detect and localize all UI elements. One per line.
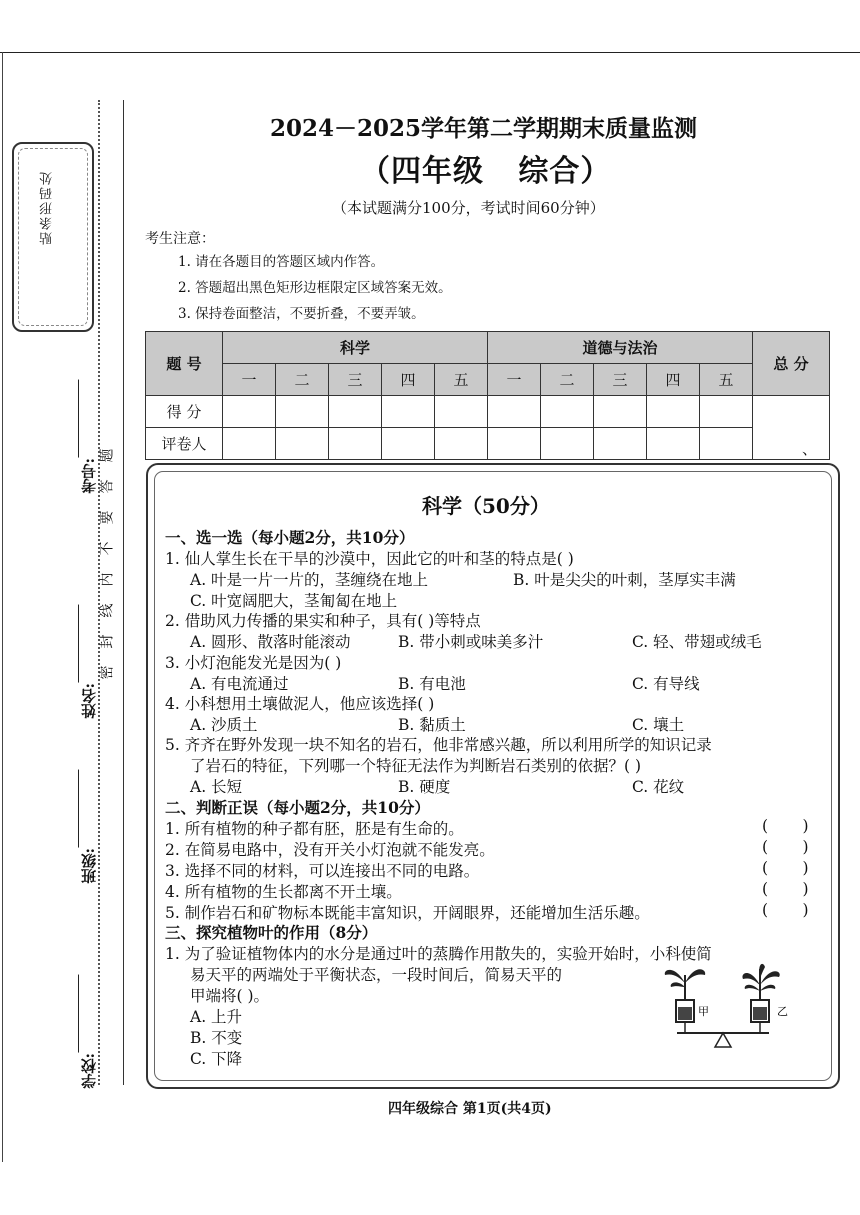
q3-option-a: A. 有电流通过 (190, 675, 289, 693)
notice-item: 3. 保持卷面整洁，不要折叠，不要弄皱。 (178, 306, 425, 322)
judgement-1: 1. 所有植物的种子都有胚，胚是有生命的。 (165, 820, 464, 838)
grader-row-label: 评卷人 (146, 428, 223, 460)
q4-option-b: B. 黏质土 (398, 716, 466, 734)
seal-char: 不 (99, 541, 116, 556)
experiment-question-1-cont2: 甲端将( )。 (190, 987, 270, 1005)
seal-char: 密 (99, 665, 116, 680)
q3-option-c: C. 有导线 (632, 675, 700, 693)
q2-option-b: B. 带小刺或味美多汁 (398, 633, 544, 651)
q5-option-a: A. 长短 (190, 778, 243, 796)
exam-title: 2024－2025学年第二学期期末质量监测 (270, 115, 698, 142)
total-header: 总 分 (753, 332, 830, 396)
judgement-2: 2. 在简易电路中，没有开关小灯泡就不能发亮。 (165, 841, 495, 859)
exam-subtitle: （四年级 综合） (360, 154, 612, 189)
q4-option-a: A. 沙质土 (190, 716, 258, 734)
science-header: 科学 (223, 332, 488, 364)
question-4: 4. 小科想用土壤做泥人，他应该选择( ) (165, 695, 435, 713)
binding-dotted-line (98, 100, 100, 1085)
left-border (2, 52, 3, 1162)
experiment-question-1: 1. 为了验证植物体内的水分是通过叶的蒸腾作用散失的，实验开始时，小科使简 (165, 945, 712, 963)
answer-paren[interactable]: ( ) (762, 901, 809, 919)
judgement-3: 3. 选择不同的材料，可以连接出不同的电路。 (165, 862, 480, 880)
seal-char: 答 (99, 479, 116, 494)
figure-label-jia: 甲 (698, 1006, 709, 1018)
question-2: 2. 借助风力传播的果实和种子，具有( )等特点 (165, 612, 481, 630)
class-field: 班级: (78, 770, 99, 884)
judgement-5: 5. 制作岩石和矿物标本既能丰富知识，开阔眼界，还能增加生活乐趣。 (165, 904, 650, 922)
score-row-label: 得 分 (146, 396, 223, 428)
barcode-label: 贴条形码处 (40, 170, 55, 245)
q5-option-b: B. 硬度 (398, 778, 451, 796)
q3-option-b: B. 有电池 (398, 675, 466, 693)
figure-label-yi: 乙 (777, 1006, 788, 1018)
top-border (0, 52, 860, 53)
seal-char: 封 (99, 634, 116, 649)
total-cell: 、 (753, 396, 830, 460)
answer-paren[interactable]: ( ) (762, 880, 809, 898)
notice-heading: 考生注意： (145, 231, 215, 247)
e1-option-a: A. 上升 (190, 1008, 243, 1026)
seal-char: 题 (99, 448, 116, 463)
q1-option-b: B. 叶是尖尖的叶刺，茎厚实丰满 (513, 571, 736, 589)
e1-option-b: B. 不变 (190, 1029, 243, 1047)
question-3: 3. 小灯泡能发光是因为( ) (165, 654, 342, 672)
score-table: 题 号 科学 道德与法治 总 分 一 二 三 四 五 一 二 三 四 五 得 分 、 评卷人 (145, 331, 830, 460)
question-5-continued: 了岩石的特征，下列哪一个特征无法作为判断岩石类别的依据？( ) (190, 757, 642, 775)
section-3-heading: 三、探究植物叶的作用（8分） (165, 923, 378, 942)
binding-solid-line (123, 100, 124, 1085)
e1-option-c: C. 下降 (190, 1050, 243, 1068)
answer-paren[interactable]: ( ) (762, 817, 809, 835)
balance-figure (655, 955, 805, 1055)
q1-option-c: C. 叶宽阔肥大，茎匍匐在地上 (190, 592, 398, 610)
name-field: 姓名: (78, 605, 99, 719)
q2-option-a: A. 圆形、散落时能滚动 (190, 633, 351, 651)
notice-item: 2. 答题超出黑色矩形边框限定区域答案无效。 (178, 280, 452, 296)
experiment-question-1-cont: 易天平的两端处于平衡状态，一段时间后，简易天平的 (190, 966, 563, 984)
q2-option-c: C. 轻、带翅或绒毛 (632, 633, 762, 651)
question-1: 1. 仙人掌生长在干旱的沙漠中，因此它的叶和茎的特点是( ) (165, 550, 574, 568)
section-2-heading: 二、判断正误（每小题2分，共10分） (165, 798, 430, 817)
notice-item: 1. 请在各题目的答题区域内作答。 (178, 254, 385, 270)
science-title: 科学（50分） (422, 494, 550, 518)
exam-no-field: 考号: (78, 380, 99, 494)
section-1-heading: 一、选一选（每小题2分，共10分） (165, 528, 415, 547)
seal-char: 内 (99, 572, 116, 587)
answer-paren[interactable]: ( ) (762, 859, 809, 877)
exam-info: （本试题满分100分，考试时间60分钟） (332, 199, 605, 217)
school-field: 学校: (78, 975, 99, 1089)
moral-header: 道德与法治 (488, 332, 753, 364)
page-footer: 四年级综合 第1页(共4页) (388, 1101, 552, 1117)
q1-option-a: A. 叶是一片一片的，茎缠绕在地上 (190, 571, 429, 589)
seal-warning (99, 440, 120, 688)
item-label: 题 号 (146, 332, 223, 396)
seal-char: 线 (99, 603, 116, 618)
question-5: 5. 齐齐在野外发现一块不知名的岩石，他非常感兴趣，所以利用所学的知识记录 (165, 736, 712, 754)
answer-paren[interactable]: ( ) (762, 838, 809, 856)
q4-option-c: C. 壤土 (632, 716, 685, 734)
seal-char: 要 (99, 510, 116, 525)
judgement-4: 4. 所有植物的生长都离不开土壤。 (165, 883, 402, 901)
q5-option-c: C. 花纹 (632, 778, 685, 796)
